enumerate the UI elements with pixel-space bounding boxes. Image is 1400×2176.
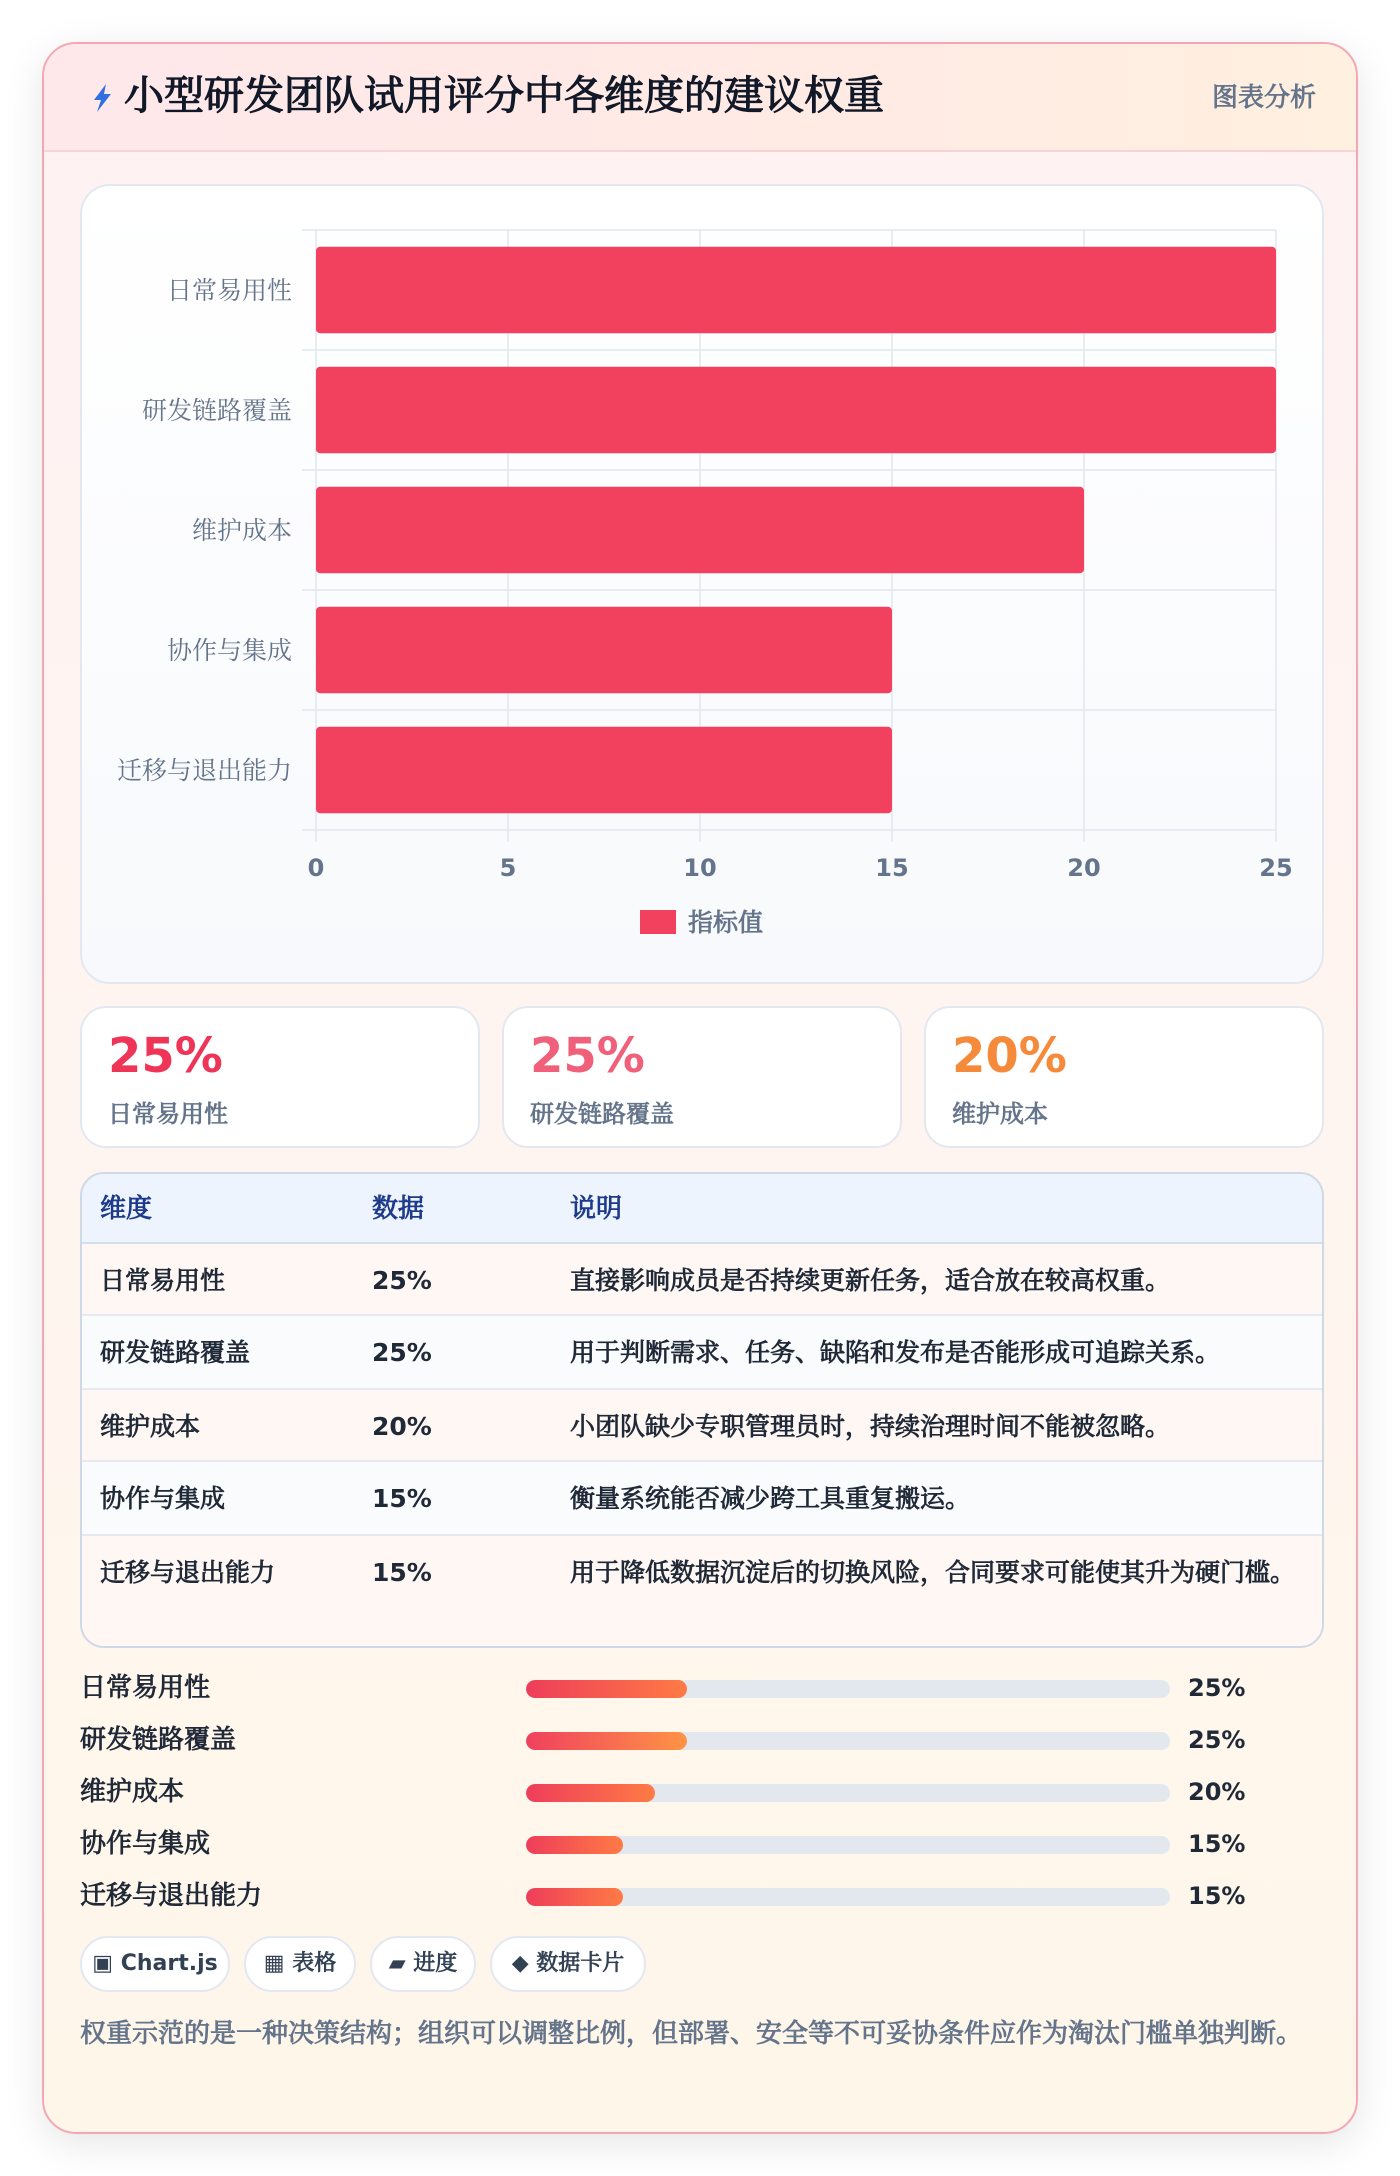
progress-label: 迁移与退出能力	[80, 1881, 263, 1911]
bar-chart	[82, 186, 1326, 986]
cell-description: 用于降低数据沉淀后的切换风险，合同要求可能使其升为硬门槛。	[570, 1558, 1296, 1587]
bar	[316, 727, 892, 813]
cell-value: 15%	[372, 1558, 432, 1587]
chart-panel	[80, 184, 1324, 984]
progress-label: 研发链路覆盖	[80, 1725, 237, 1755]
cell-description: 小团队缺少专职管理员时，持续治理时间不能被忽略。	[570, 1412, 1171, 1441]
table-row	[82, 1462, 1322, 1536]
progress-fill	[526, 1732, 687, 1750]
chartjs-pill[interactable]	[80, 1936, 230, 1992]
table-pill[interactable]	[244, 1936, 356, 1992]
progress-label: 日常易用性	[80, 1673, 211, 1703]
progress-label: 协作与集成	[80, 1829, 211, 1859]
weights-table	[80, 1172, 1324, 1648]
kpi-card	[80, 1006, 480, 1148]
progress-track	[526, 1888, 1170, 1906]
x-tick-label: 0	[307, 854, 325, 882]
x-tick-label: 5	[499, 854, 517, 882]
bar	[316, 487, 1084, 573]
cell-dimension: 维护成本	[100, 1412, 201, 1441]
progress-track	[526, 1784, 1170, 1802]
progress-track	[526, 1732, 1170, 1750]
progress-value: 15%	[1188, 1882, 1246, 1910]
pill-label: ▦ 表格	[263, 1951, 337, 1976]
table-row	[82, 1316, 1322, 1390]
pill-label: ▣ Chart.js	[92, 1951, 218, 1976]
bar	[316, 367, 1276, 453]
progress-fill	[526, 1680, 687, 1698]
kpi-card	[502, 1006, 902, 1148]
table-row	[82, 1390, 1322, 1462]
header	[44, 44, 1356, 152]
progress-value: 20%	[1188, 1778, 1246, 1806]
pill-label: ▰ 进度	[388, 1951, 458, 1976]
column-header: 数据	[372, 1194, 425, 1224]
cell-description: 衡量系统能否减少跨工具重复搬运。	[570, 1484, 971, 1513]
footnote: 权重示范的是一种决策结构；组织可以调整比例，但部署、安全等不可妥协条件应作为淘汰门槛单独判断。	[80, 2019, 1303, 2049]
cell-dimension: 研发链路覆盖	[100, 1338, 251, 1367]
legend-swatch	[640, 910, 676, 934]
cell-dimension: 协作与集成	[100, 1484, 226, 1513]
cell-dimension: 日常易用性	[100, 1266, 226, 1295]
progress-track	[526, 1680, 1170, 1698]
bar	[316, 247, 1276, 333]
category-label: 研发链路覆盖	[141, 396, 292, 425]
header-tag: 图表分析	[1211, 83, 1316, 113]
category-label: 迁移与退出能力	[116, 756, 292, 785]
kpi-value: 20%	[952, 1028, 1067, 1084]
kpi-label: 日常易用性	[108, 1100, 228, 1128]
x-tick-label: 20	[1067, 854, 1101, 882]
progress-fill	[526, 1888, 623, 1906]
cell-value: 25%	[372, 1266, 432, 1295]
pill-label: ◆ 数据卡片	[511, 1951, 625, 1976]
progress-value: 25%	[1188, 1726, 1246, 1754]
x-tick-label: 15	[875, 854, 909, 882]
report-card	[42, 42, 1358, 2134]
bar	[316, 607, 892, 693]
progress-row	[80, 1720, 1324, 1760]
progress-row	[80, 1824, 1324, 1864]
kpi-card	[924, 1006, 1324, 1148]
column-header: 说明	[570, 1194, 623, 1224]
x-tick-label: 25	[1259, 854, 1293, 882]
legend-label: 指标值	[688, 908, 764, 937]
progress-label: 维护成本	[80, 1777, 185, 1807]
table-row	[82, 1536, 1322, 1648]
data-cards-pill[interactable]	[490, 1936, 646, 1992]
cell-dimension: 迁移与退出能力	[100, 1558, 276, 1587]
lightning-icon	[84, 78, 120, 118]
progress-row	[80, 1668, 1324, 1708]
progress-value: 25%	[1188, 1674, 1246, 1702]
kpi-label: 维护成本	[952, 1100, 1048, 1128]
progress-pill[interactable]	[370, 1936, 476, 1992]
cell-description: 直接影响成员是否持续更新任务，适合放在较高权重。	[570, 1266, 1171, 1295]
cell-value: 15%	[372, 1484, 432, 1513]
kpi-value: 25%	[108, 1028, 223, 1084]
cell-value: 25%	[372, 1338, 432, 1367]
column-header: 维度	[100, 1194, 153, 1224]
progress-row	[80, 1772, 1324, 1812]
page-title: 小型研发团队试用评分中各维度的建议权重	[124, 73, 884, 119]
table-row	[82, 1244, 1322, 1316]
progress-fill	[526, 1836, 623, 1854]
kpi-label: 研发链路覆盖	[530, 1100, 674, 1128]
category-label: 日常易用性	[166, 276, 292, 305]
x-tick-label: 10	[683, 854, 717, 882]
kpi-value: 25%	[530, 1028, 645, 1084]
progress-value: 15%	[1188, 1830, 1246, 1858]
progress-track	[526, 1836, 1170, 1854]
progress-row	[80, 1876, 1324, 1916]
cell-value: 20%	[372, 1412, 432, 1441]
progress-fill	[526, 1784, 655, 1802]
category-label: 维护成本	[191, 516, 292, 545]
cell-description: 用于判断需求、任务、缺陷和发布是否能形成可追踪关系。	[570, 1338, 1221, 1367]
category-label: 协作与集成	[166, 636, 292, 665]
table-header	[82, 1174, 1322, 1244]
